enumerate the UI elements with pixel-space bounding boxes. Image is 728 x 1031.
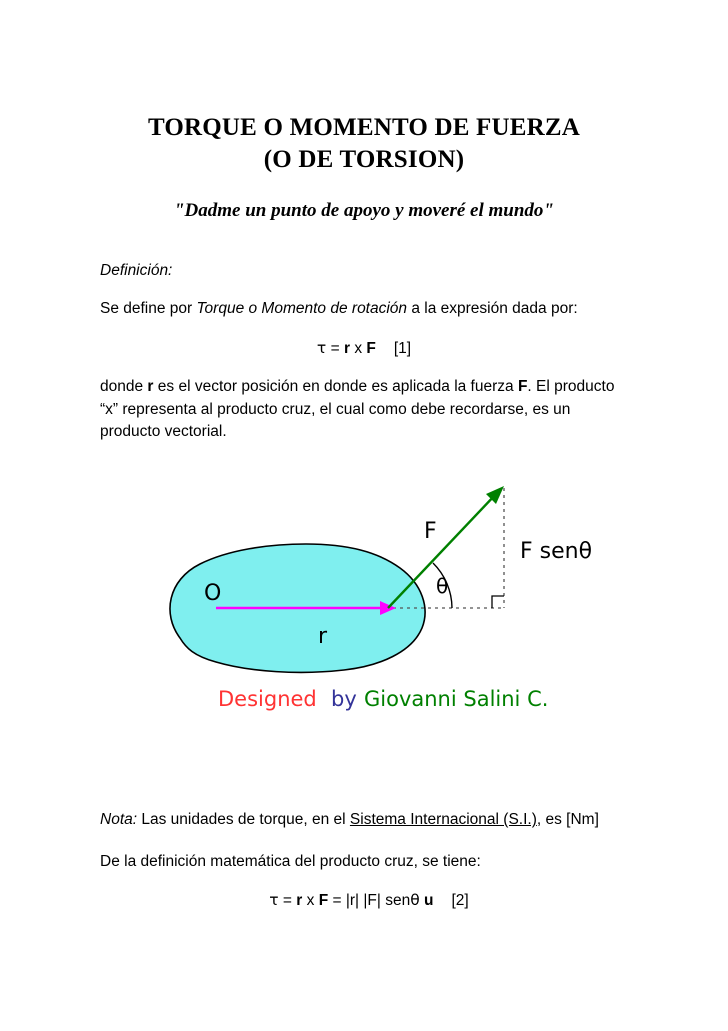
paragraph-definition	[100, 298, 628, 321]
equation-2-cross: x	[306, 892, 315, 910]
equation-2-mod-r: |r|	[345, 892, 360, 910]
paragraph-definition-part1: Se define por	[100, 300, 197, 317]
equation-1-equals: =	[330, 339, 340, 357]
right-angle-marker	[492, 596, 504, 608]
title-line-2: (O DE TORSION)	[263, 146, 465, 173]
equation-2-tau: τ	[269, 891, 279, 910]
equation-2-number: [2]	[451, 892, 469, 910]
equation-2-theta: θ	[410, 891, 420, 910]
paragraph-explanation	[100, 376, 628, 444]
paragraph-definition-emphasis: Torque o Momento de rotación	[196, 300, 408, 317]
equation-1-tau: τ	[316, 338, 327, 357]
equation-2	[100, 891, 628, 910]
paragraph-explanation-part1: donde	[100, 377, 148, 395]
credit-by: by	[331, 687, 357, 712]
equation-2-sen: sen	[385, 892, 411, 910]
equation-2-u: u	[424, 892, 434, 910]
label-O: O	[204, 581, 222, 607]
note-paragraph	[100, 808, 628, 831]
note-text-part1: Las unidades de torque, en el	[137, 811, 350, 829]
definition-label: Definición:	[100, 262, 173, 279]
torque-diagram-svg	[100, 468, 628, 768]
equation-1-r: r	[343, 339, 350, 357]
equation-2-equals-1: =	[282, 892, 292, 910]
document-content	[100, 112, 628, 910]
paragraph-explanation-r: r	[147, 377, 154, 395]
equation-2-equals-2: =	[332, 892, 342, 910]
epigraph-quote: "Dadme un punto de apoyo y moveré el mundo"	[174, 200, 554, 221]
equation-1-cross: x	[354, 339, 363, 357]
credit-designed: Designed	[218, 687, 317, 712]
equation-1	[100, 339, 628, 358]
paragraph-explanation-part2: es el vector posición en donde es aplicada la fuerza	[153, 377, 518, 395]
credit-author: Giovanni Salini C.	[364, 687, 549, 712]
note-label: Nota:	[100, 811, 138, 829]
paragraph-explanation-f: F	[517, 377, 528, 395]
equation-1-f: F	[366, 339, 376, 357]
note-text-part2: , es [Nm]	[536, 811, 599, 829]
label-F: F	[424, 519, 437, 545]
paragraph-definition-part2: a la expresión dada por:	[407, 300, 578, 317]
torque-figure	[100, 468, 628, 768]
equation-2-mod-f: |F|	[363, 892, 381, 910]
title-line-1: TORQUE O MOMENTO DE FUERZA	[147, 114, 581, 141]
label-theta: θ	[436, 574, 449, 599]
equation-2-r: r	[296, 892, 303, 910]
label-f-sen-theta: F senθ	[520, 539, 593, 565]
paragraph-explanation-part3: . El producto “x” representa al producto cruz, el cual como debe recordarse, es un producto vectorial.	[100, 377, 615, 441]
equation-1-number: [1]	[393, 339, 412, 357]
note-link-si[interactable]: Sistema Internacional (S.I.)	[349, 811, 537, 829]
equation-2-f: F	[318, 892, 329, 910]
paragraph-cross-product: De la definición matemática del producto cruz, se tiene:	[100, 853, 481, 871]
label-r: r	[318, 624, 328, 650]
page-title	[100, 112, 628, 176]
